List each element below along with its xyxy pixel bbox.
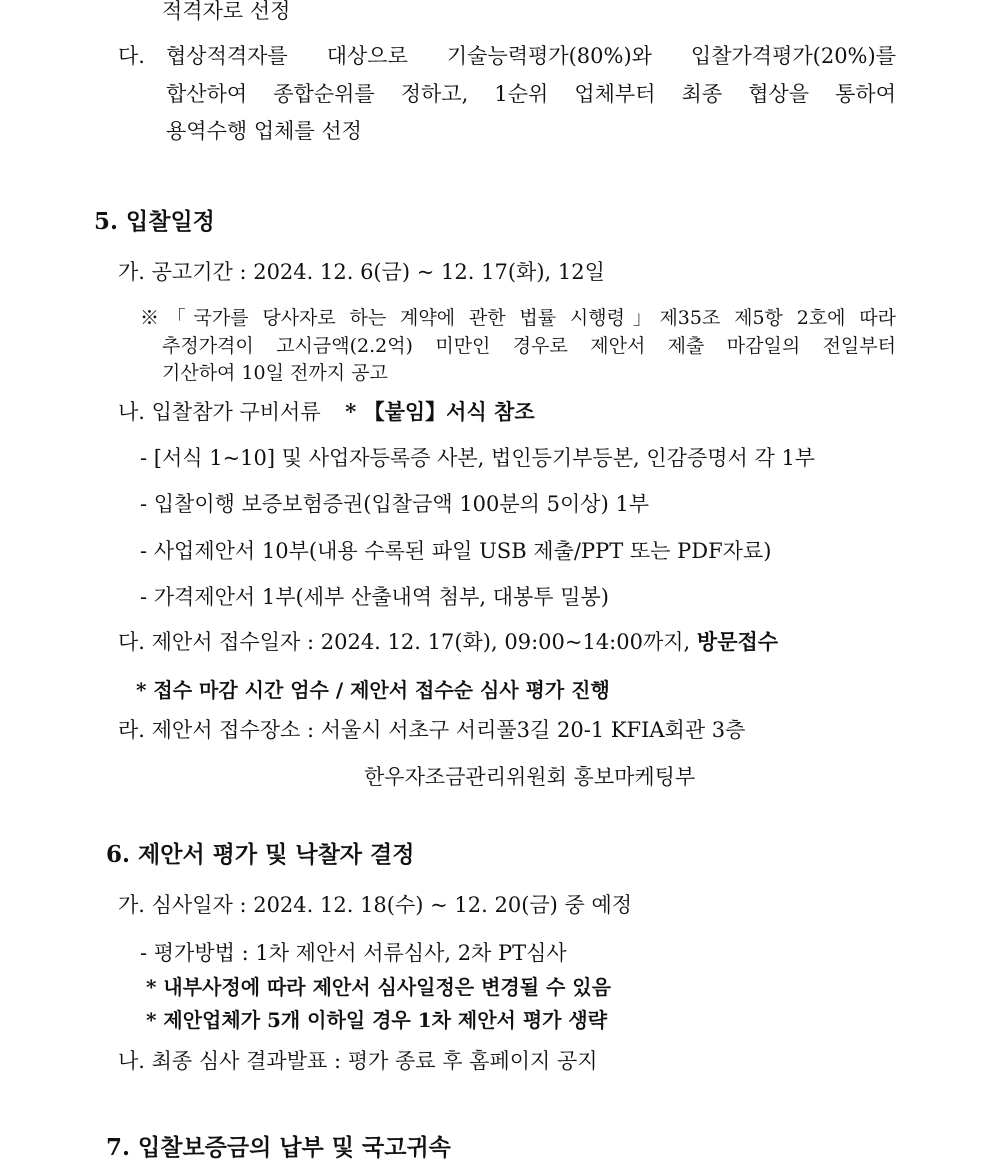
section6-item-ga: 가. 심사일자 : 2024. 12. 18(수) ~ 12. 20(금) 중 예정 [118, 893, 633, 917]
section6-note-1: * 내부사정에 따라 제안서 심사일정은 변경될 수 있음 [146, 975, 611, 999]
section5-heading: 5. 입찰일정 [94, 208, 215, 235]
section5-doc-2: - 입찰이행 보증보험증권(입찰금액 100분의 5이상) 1부 [140, 492, 650, 516]
section5-item-na [118, 398, 535, 426]
section5-note-line2: 추정가격이 고시금액(2.2억) 미만인 경우로 제안서 제출 마감일의 전일부터 [162, 335, 896, 357]
section5-item-na-ref: * 【붙임】서식 참조 [345, 399, 535, 424]
section5-da-note: * 접수 마감 시간 엄수 / 제안서 접수순 심사 평가 진행 [136, 678, 610, 702]
section5-item-ra: 라. 제안서 접수장소 : 서울시 서초구 서리풀3길 20-1 KFIA회관 3층 [118, 718, 746, 742]
section5-item-na-label: 나. 입찰참가 구비서류 [118, 400, 321, 424]
section5-item-da-text: 다. 제안서 접수일자 : 2024. 12. 17(화), 09:00~14:00까지, [118, 630, 691, 654]
section4-item-da-line3: 용역수행 업체를 선정 [166, 119, 362, 143]
section5-doc-1: - [서식 1~10] 및 사업자등록증 사본, 법인등기부등본, 인감증명서 각 1부 [140, 446, 816, 470]
section4-tail-line: 적격자로 선정 [162, 0, 291, 23]
section6-method: - 평가방법 : 1차 제안서 서류심사, 2차 PT심사 [140, 941, 567, 965]
section4-item-da-line1: 협상적격자를 대상으로 기술능력평가(80%)와 입찰가격평가(20%)를 [166, 44, 896, 68]
section5-note-line1: ※「국가를 당사자로 하는 계약에 관한 법률 시행령」제35조 제5항 2호에 따라 [140, 307, 896, 329]
section4-item-da-line2: 합산하여 종합순위를 정하고, 1순위 업체부터 최종 협상을 통하여 [166, 82, 896, 106]
section6-item-na: 나. 최종 심사 결과발표 : 평가 종료 후 홈페이지 공지 [118, 1049, 598, 1073]
section5-note-line3: 기산하여 10일 전까지 공고 [162, 362, 388, 384]
section5-item-da [118, 628, 778, 656]
section5-item-ga: 가. 공고기간 : 2024. 12. 6(금) ~ 12. 17(화), 12일 [118, 260, 605, 284]
section4-item-da-marker: 다. [118, 44, 145, 68]
section5-ra-org: 한우자조금관리위원회 홍보마케팅부 [364, 765, 696, 789]
section5-doc-4: - 가격제안서 1부(세부 산출내역 첨부, 대봉투 밀봉) [140, 585, 610, 609]
section5-doc-3: - 사업제안서 10부(내용 수록된 파일 USB 제출/PPT 또는 PDF자료) [140, 539, 772, 563]
section6-heading: 6. 제안서 평가 및 낙찰자 결정 [106, 841, 415, 868]
section7-heading: 7. 입찰보증금의 납부 및 국고귀속 [106, 1134, 451, 1161]
section5-item-da-bold: 방문접수 [696, 629, 779, 654]
section6-note-2: * 제안업체가 5개 이하일 경우 1차 제안서 평가 생략 [146, 1008, 608, 1032]
